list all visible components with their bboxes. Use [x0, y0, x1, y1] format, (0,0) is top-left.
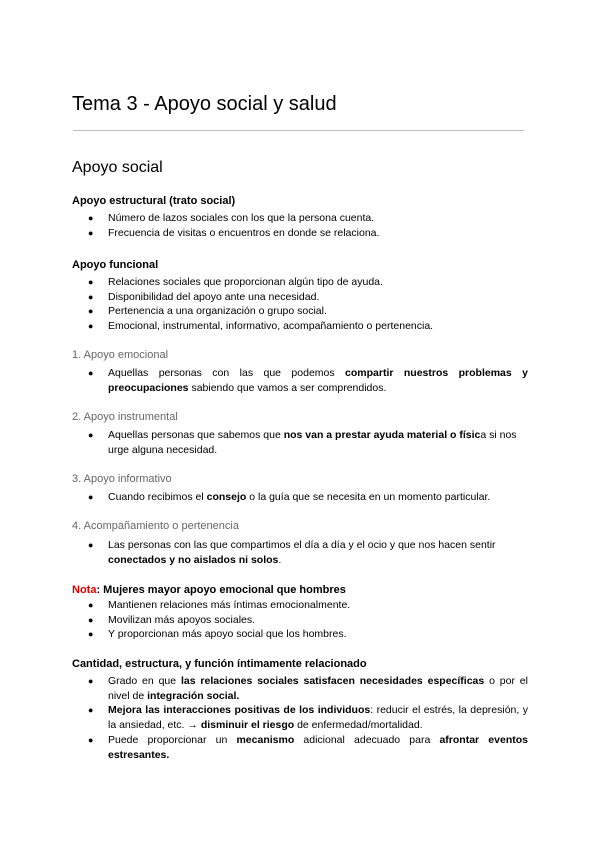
list-item: ● Aquellas personas con las que podemos compartir nuestros problemas y preocupaciones sabiendo que vamos a ser comprendidos.	[88, 367, 528, 394]
bullet-icon: ●	[88, 291, 94, 302]
bullet-icon: ●	[88, 734, 94, 745]
note-heading: Nota: Mujeres mayor apoyo emocional que hombres	[72, 584, 346, 596]
bullet-icon: ●	[88, 227, 94, 238]
heading-apoyo-funcional: Apoyo funcional	[72, 259, 159, 271]
bullet-icon: ●	[88, 321, 94, 332]
bullet-icon: ●	[88, 600, 94, 610]
bullet-icon: ●	[88, 306, 94, 317]
list-item: ● Puede proporcionar un mecanismo adicional adecuado para afrontar eventos estresantes.	[88, 733, 528, 761]
list-emocional	[0, 366, 600, 395]
bullet-icon: ●	[88, 277, 94, 287]
heading-acompanamiento: 4. Acompañamiento o pertenencia	[72, 520, 239, 532]
bullet-icon: ●	[88, 705, 94, 716]
list-item: ● Emocional, instrumental, informativo, acompañamiento o pertenencia.	[88, 320, 434, 333]
section-heading: Apoyo social	[72, 159, 163, 176]
list-item: ● Movilizan más apoyos sociales.	[88, 613, 256, 626]
heading-apoyo-emocional: 1. Apoyo emocional	[72, 349, 169, 361]
list-item: ● Y proporcionan más apoyo social que los hombres.	[88, 628, 347, 641]
bullet-icon: ●	[88, 430, 94, 440]
list-item: ● Número de lazos sociales con los que la persona cuenta.	[88, 212, 375, 224]
list-funcional	[0, 275, 600, 334]
note-label: Nota	[72, 584, 97, 596]
list-item: ● Mantienen relaciones más íntimas emocionalmente.	[88, 599, 351, 611]
heading-apoyo-instrumental: 2. Apoyo instrumental	[72, 411, 178, 423]
list-cantidad	[0, 674, 600, 762]
title-divider	[73, 130, 524, 131]
bullet-icon: ●	[88, 614, 94, 625]
page-title: Tema 3 - Apoyo social y salud	[72, 93, 337, 115]
list-item: ● Las personas con las que compartimos el día a día y el ocio y que nos hacen sentir conectados y no aislados ni solos.	[88, 539, 496, 566]
bullet-icon: ●	[88, 629, 94, 640]
list-informativo	[0, 490, 600, 505]
list-instrumental	[0, 428, 600, 457]
bullet-icon: ●	[88, 676, 94, 686]
bullet-icon: ●	[88, 213, 94, 223]
bullet-icon: ●	[88, 368, 94, 378]
heading-cantidad-estructura-funcion: Cantidad, estructura, y función íntimamente relacionado	[72, 658, 367, 670]
list-estructural	[0, 211, 600, 240]
heading-apoyo-informativo: 3. Apoyo informativo	[72, 473, 172, 485]
list-pertenencia	[0, 538, 600, 567]
list-item: ● Cuando recibimos el consejo o la guía que se necesita en un momento particular.	[88, 491, 491, 503]
list-item: ● Grado en que las relaciones sociales satisfacen necesidades específicas o por el nivel de integración social.	[88, 675, 528, 702]
bullet-icon: ●	[88, 492, 94, 502]
list-item: ● Disponibilidad del apoyo ante una necesidad.	[88, 290, 320, 303]
list-item: ● Frecuencia de visitas o encuentros en donde se relaciona.	[88, 226, 380, 239]
list-nota	[0, 598, 600, 642]
bullet-icon: ●	[88, 540, 94, 550]
list-item: ● Relaciones sociales que proporcionan algún tipo de ayuda.	[88, 276, 383, 288]
list-item: ● Mejora las interacciones positivas de los individuos: reducir el estrés, la depresión, y la ansiedad, etc. → disminuir el riesgo de enfermedad/mortalidad.	[88, 704, 528, 732]
list-item: ● Aquellas personas que sabemos que nos van a prestar ayuda material o física si nos urge alguna necesidad.	[88, 429, 517, 456]
heading-apoyo-estructural: Apoyo estructural (trato social)	[72, 195, 236, 207]
list-item: ● Pertenencia a una organización o grupo social.	[88, 305, 327, 318]
